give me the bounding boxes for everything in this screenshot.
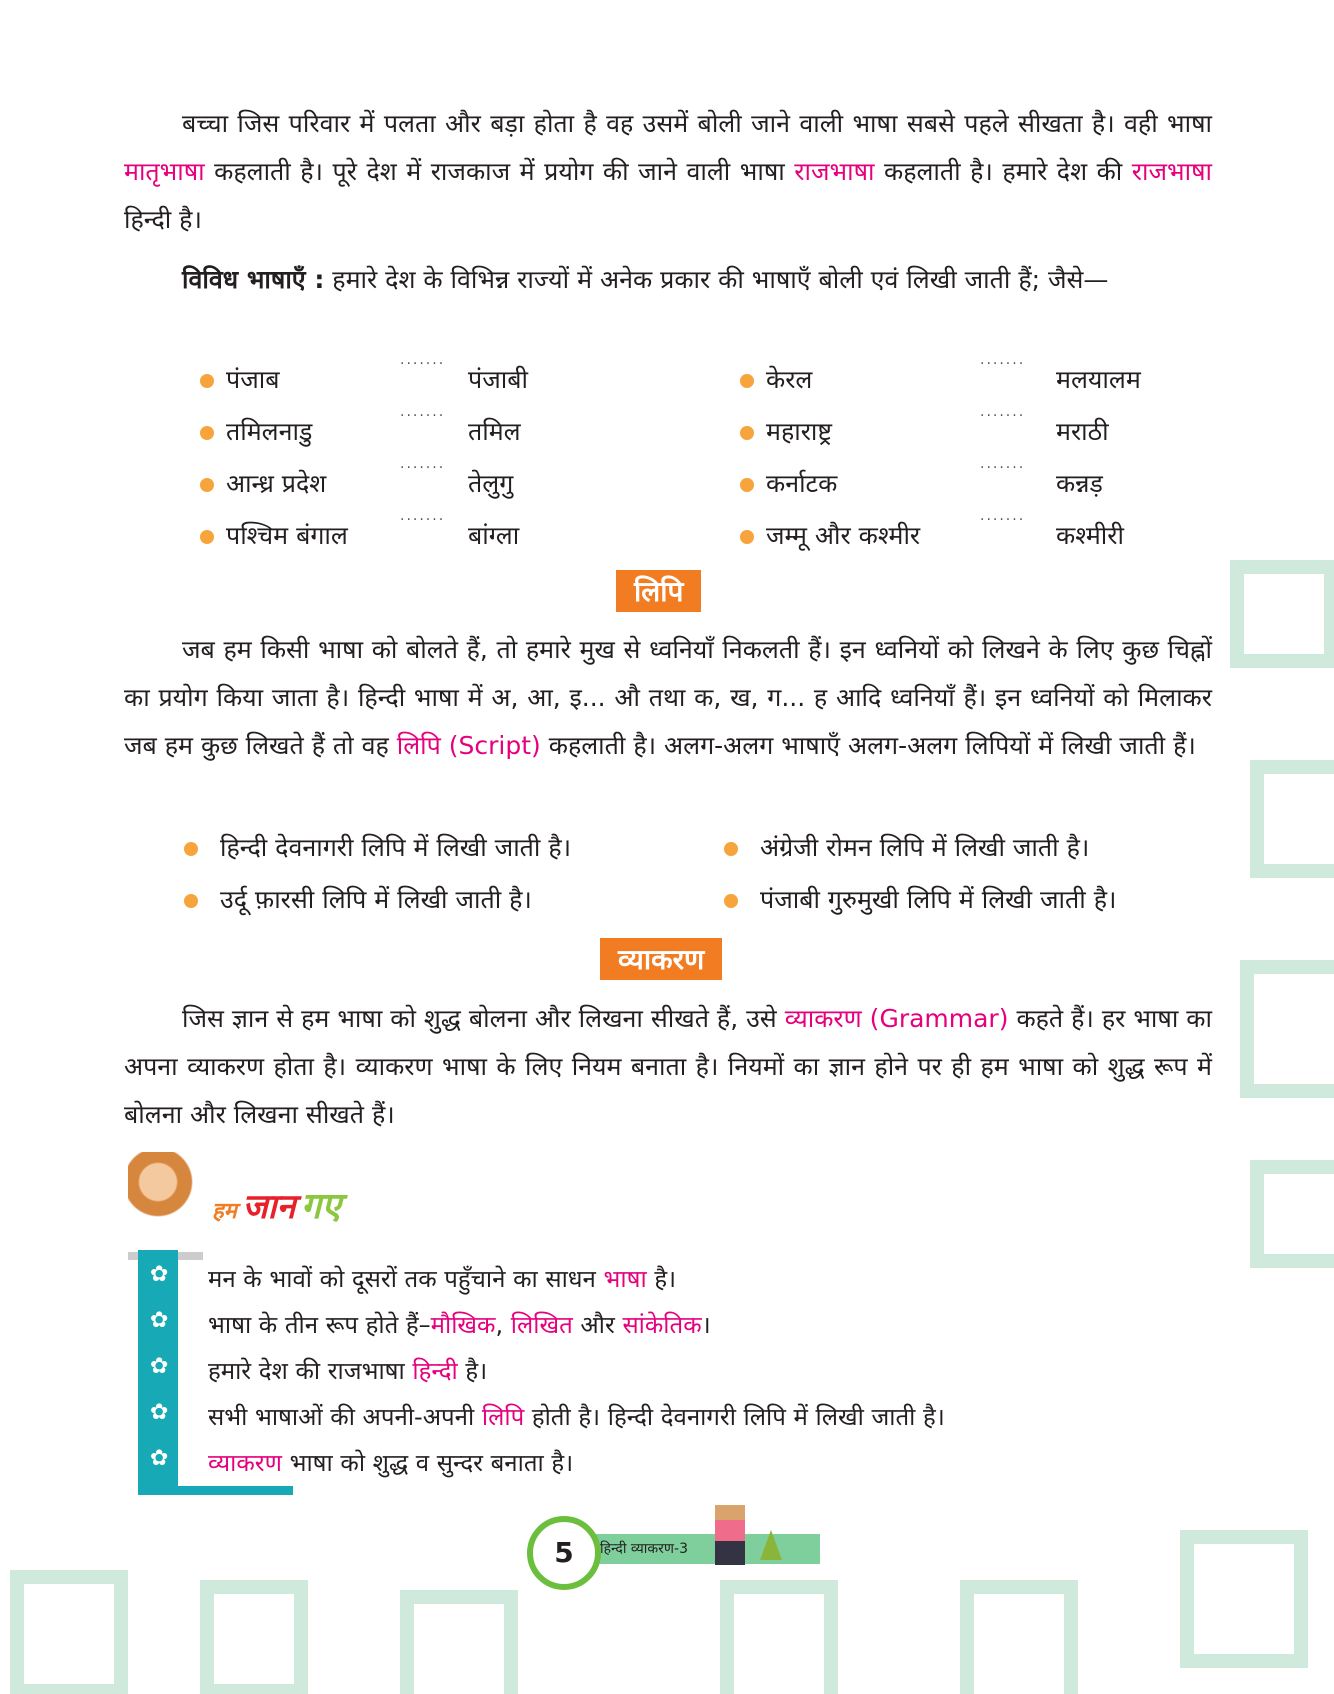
bullet-icon (184, 894, 198, 908)
language-row (200, 512, 520, 558)
decor-square (10, 1570, 128, 1694)
dot-leader: ······· (980, 512, 1026, 528)
learned-item (208, 1446, 573, 1479)
bullet-icon (184, 842, 198, 856)
language-name: बांग्ला (468, 521, 520, 550)
intro-paragraph (124, 100, 1212, 244)
text-segment: होती है। हिन्दी देवनागरी लिपि में लिखी जाती है। (524, 1403, 945, 1431)
bullet-text: पंजाबी गुरुमुखी लिपि में लिखी जाती है। (760, 885, 1117, 914)
page-number: 5 (554, 1536, 574, 1569)
skateboard-boy-illustration (715, 1505, 745, 1565)
lipi-bullet (724, 830, 1089, 870)
text-segment: भाषा को शुद्ध व सुन्दर बनाता है। (281, 1449, 574, 1477)
highlighted-term: मौखिक (430, 1311, 496, 1339)
vyakaran-paragraph (124, 995, 1212, 1139)
learned-item (208, 1354, 487, 1387)
learned-item (208, 1262, 676, 1295)
decor-square (960, 1580, 1078, 1694)
flower-icon: ✿ (150, 1400, 169, 1425)
language-name: मलयालम (1056, 365, 1141, 394)
decor-square (1240, 960, 1334, 1098)
bullet-icon (724, 894, 738, 908)
decor-square (1180, 1530, 1308, 1668)
language-row (740, 460, 1103, 506)
book-title: हिन्दी व्याकरण-3 (600, 1541, 688, 1557)
lipi-paragraph (124, 626, 1212, 770)
bullet-icon (724, 842, 738, 856)
flower-icon: ✿ (150, 1262, 169, 1287)
highlighted-term: मातृभाषा (124, 157, 205, 186)
highlighted-term: व्याकरण (208, 1449, 282, 1477)
bullet-icon (200, 374, 214, 388)
bullet-text: हिन्दी देवनागरी लिपि में लिखी जाती है। (220, 833, 572, 862)
decor-square (1230, 560, 1334, 668)
heading-lipi: लिपि (616, 570, 701, 612)
dot-leader: ······· (980, 356, 1026, 372)
flower-icon: ✿ (150, 1446, 169, 1471)
decor-square (1250, 1160, 1334, 1268)
highlighted-term: लिपि (481, 1403, 525, 1431)
text-segment: कहलाती है। अलग-अलग भाषाएँ अलग-अलग लिपियों में लिखी जाती हैं। (540, 731, 1196, 760)
bullet-icon (740, 530, 754, 544)
text-segment: है। (646, 1265, 677, 1293)
bullet-icon (740, 374, 754, 388)
learned-item (208, 1400, 945, 1433)
dot-leader: ······· (400, 408, 446, 424)
lipi-bullet (184, 830, 571, 870)
text-segment: । (701, 1311, 711, 1339)
language-name: कश्मीरी (1056, 521, 1124, 550)
bullet-icon (740, 426, 754, 440)
highlighted-term: लिपि (Script) (396, 731, 541, 760)
lipi-bullet (184, 882, 532, 922)
language-row (740, 356, 1141, 402)
language-row (200, 356, 528, 402)
bullet-text: अंग्रेजी रोमन लिपि में लिखी जाती है। (760, 833, 1090, 862)
highlighted-term: राजभाषा (1131, 157, 1212, 186)
language-row (740, 408, 1109, 454)
text-segment: भाषा के तीन रूप होते हैं– (208, 1311, 431, 1339)
text-segment: और (572, 1311, 623, 1339)
highlighted-term: भाषा (603, 1265, 647, 1293)
language-row (200, 408, 521, 454)
language-row (200, 460, 514, 506)
decor-square (720, 1580, 838, 1694)
dot-leader: ······· (400, 356, 446, 372)
bullet-icon (200, 426, 214, 440)
language-name: पंजाबी (468, 365, 528, 394)
decor-square (400, 1590, 518, 1694)
learned-base (138, 1486, 293, 1495)
bullet-icon (200, 478, 214, 492)
language-name: तेलुगु (468, 469, 514, 498)
state-name: पंजाब (226, 365, 280, 394)
text-segment: कहलाती है। हमारे देश की (874, 157, 1132, 186)
decor-square (1250, 760, 1334, 878)
text-segment: है। (457, 1357, 488, 1385)
text-segment: हमारे देश के विभिन्न राज्यों में अनेक प्रकार की भाषाएँ बोली एवं लिखी जाती हैं; जैसे— (324, 265, 1109, 294)
text-segment: सभी भाषाओं की अपनी-अपनी (208, 1403, 482, 1431)
text-segment: जिस ज्ञान से हम भाषा को शुद्ध बोलना और लिखना सीखते हैं, उसे (182, 1004, 785, 1033)
bullet-icon (200, 530, 214, 544)
bullet-icon (740, 478, 754, 492)
text-segment: हमारे देश की राजभाषा (208, 1357, 413, 1385)
state-name: महाराष्ट्र (766, 417, 833, 446)
text-segment: बच्चा जिस परिवार में पलता और बड़ा होता है वह उसमें बोली जाने वाली भाषा सबसे पहले सीखता है। वही भाषा (182, 109, 1212, 138)
page-number-badge (527, 1516, 601, 1590)
highlighted-term: हिन्दी (412, 1357, 458, 1385)
dot-leader: ······· (400, 512, 446, 528)
languages-intro (124, 256, 1212, 304)
state-name: पश्चिम बंगाल (226, 521, 348, 550)
girl-reading-illustration (128, 1152, 203, 1260)
language-name: तमिल (468, 417, 521, 446)
state-name: आन्ध्र प्रदेश (226, 469, 327, 498)
language-name: कन्नड़ (1056, 469, 1103, 498)
dot-leader: ······· (980, 460, 1026, 476)
title-word: गए (300, 1186, 342, 1227)
state-name: केरल (766, 365, 813, 394)
state-name: जम्मू और कश्मीर (766, 521, 921, 550)
heading-vyakaran: व्याकरण (600, 938, 722, 980)
title-word: जान (242, 1187, 296, 1227)
learned-title (212, 1180, 341, 1229)
text-segment: मन के भावों को दूसरों तक पहुँचाने का साधन (208, 1265, 604, 1293)
text-segment: , (495, 1311, 511, 1339)
decor-square (200, 1580, 308, 1694)
state-name: तमिलनाडु (226, 417, 313, 446)
text-segment: कहते हैं। हर भाषा का अपना व्याकरण होता है। व्याकरण भाषा के लिए नियम बनाता है। नियमों का ज्ञान होने पर ही हम भाषा को शुद्ध रूप में बोलना और लिखना सीखते हैं। (124, 1004, 1212, 1129)
text-segment: कहलाती है। पूरे देश में राजकाज में प्रयोग की जाने वाली भाषा (204, 157, 795, 186)
learned-item (208, 1308, 711, 1341)
flower-icon: ✿ (150, 1308, 169, 1333)
language-name: मराठी (1056, 417, 1109, 446)
bullet-text: उर्दू फ़ारसी लिपि में लिखी जाती है। (220, 885, 532, 914)
title-word: हम (212, 1199, 237, 1224)
dot-leader: ······· (400, 460, 446, 476)
dot-leader: ······· (980, 408, 1026, 424)
flower-icon: ✿ (150, 1354, 169, 1379)
highlighted-term: राजभाषा (794, 157, 875, 186)
bold-label: विविध भाषाएँ : (182, 265, 325, 294)
highlighted-term: व्याकरण (Grammar) (784, 1004, 1009, 1033)
tree-icon (760, 1530, 782, 1560)
lipi-bullet (724, 882, 1116, 922)
language-row (740, 512, 1124, 558)
highlighted-term: सांकेतिक (622, 1311, 702, 1339)
state-name: कर्नाटक (766, 469, 838, 498)
text-segment: हिन्दी है। (124, 205, 202, 234)
highlighted-term: लिखित (510, 1311, 573, 1339)
text-segment: जब हम किसी भाषा को बोलते हैं, तो हमारे मुख से ध्वनियाँ निकलती हैं। इन ध्वनियों को लिखने के लिए कुछ चिह्नों का प्रयोग किया जाता है। हिन्दी भाषा में अ, आ, इ... औ तथा क, ख, ग... ह आदि ध्वनियाँ हैं। इन ध्वनियों को मिलाकर जब हम कुछ लिखते हैं तो वह (124, 635, 1212, 760)
